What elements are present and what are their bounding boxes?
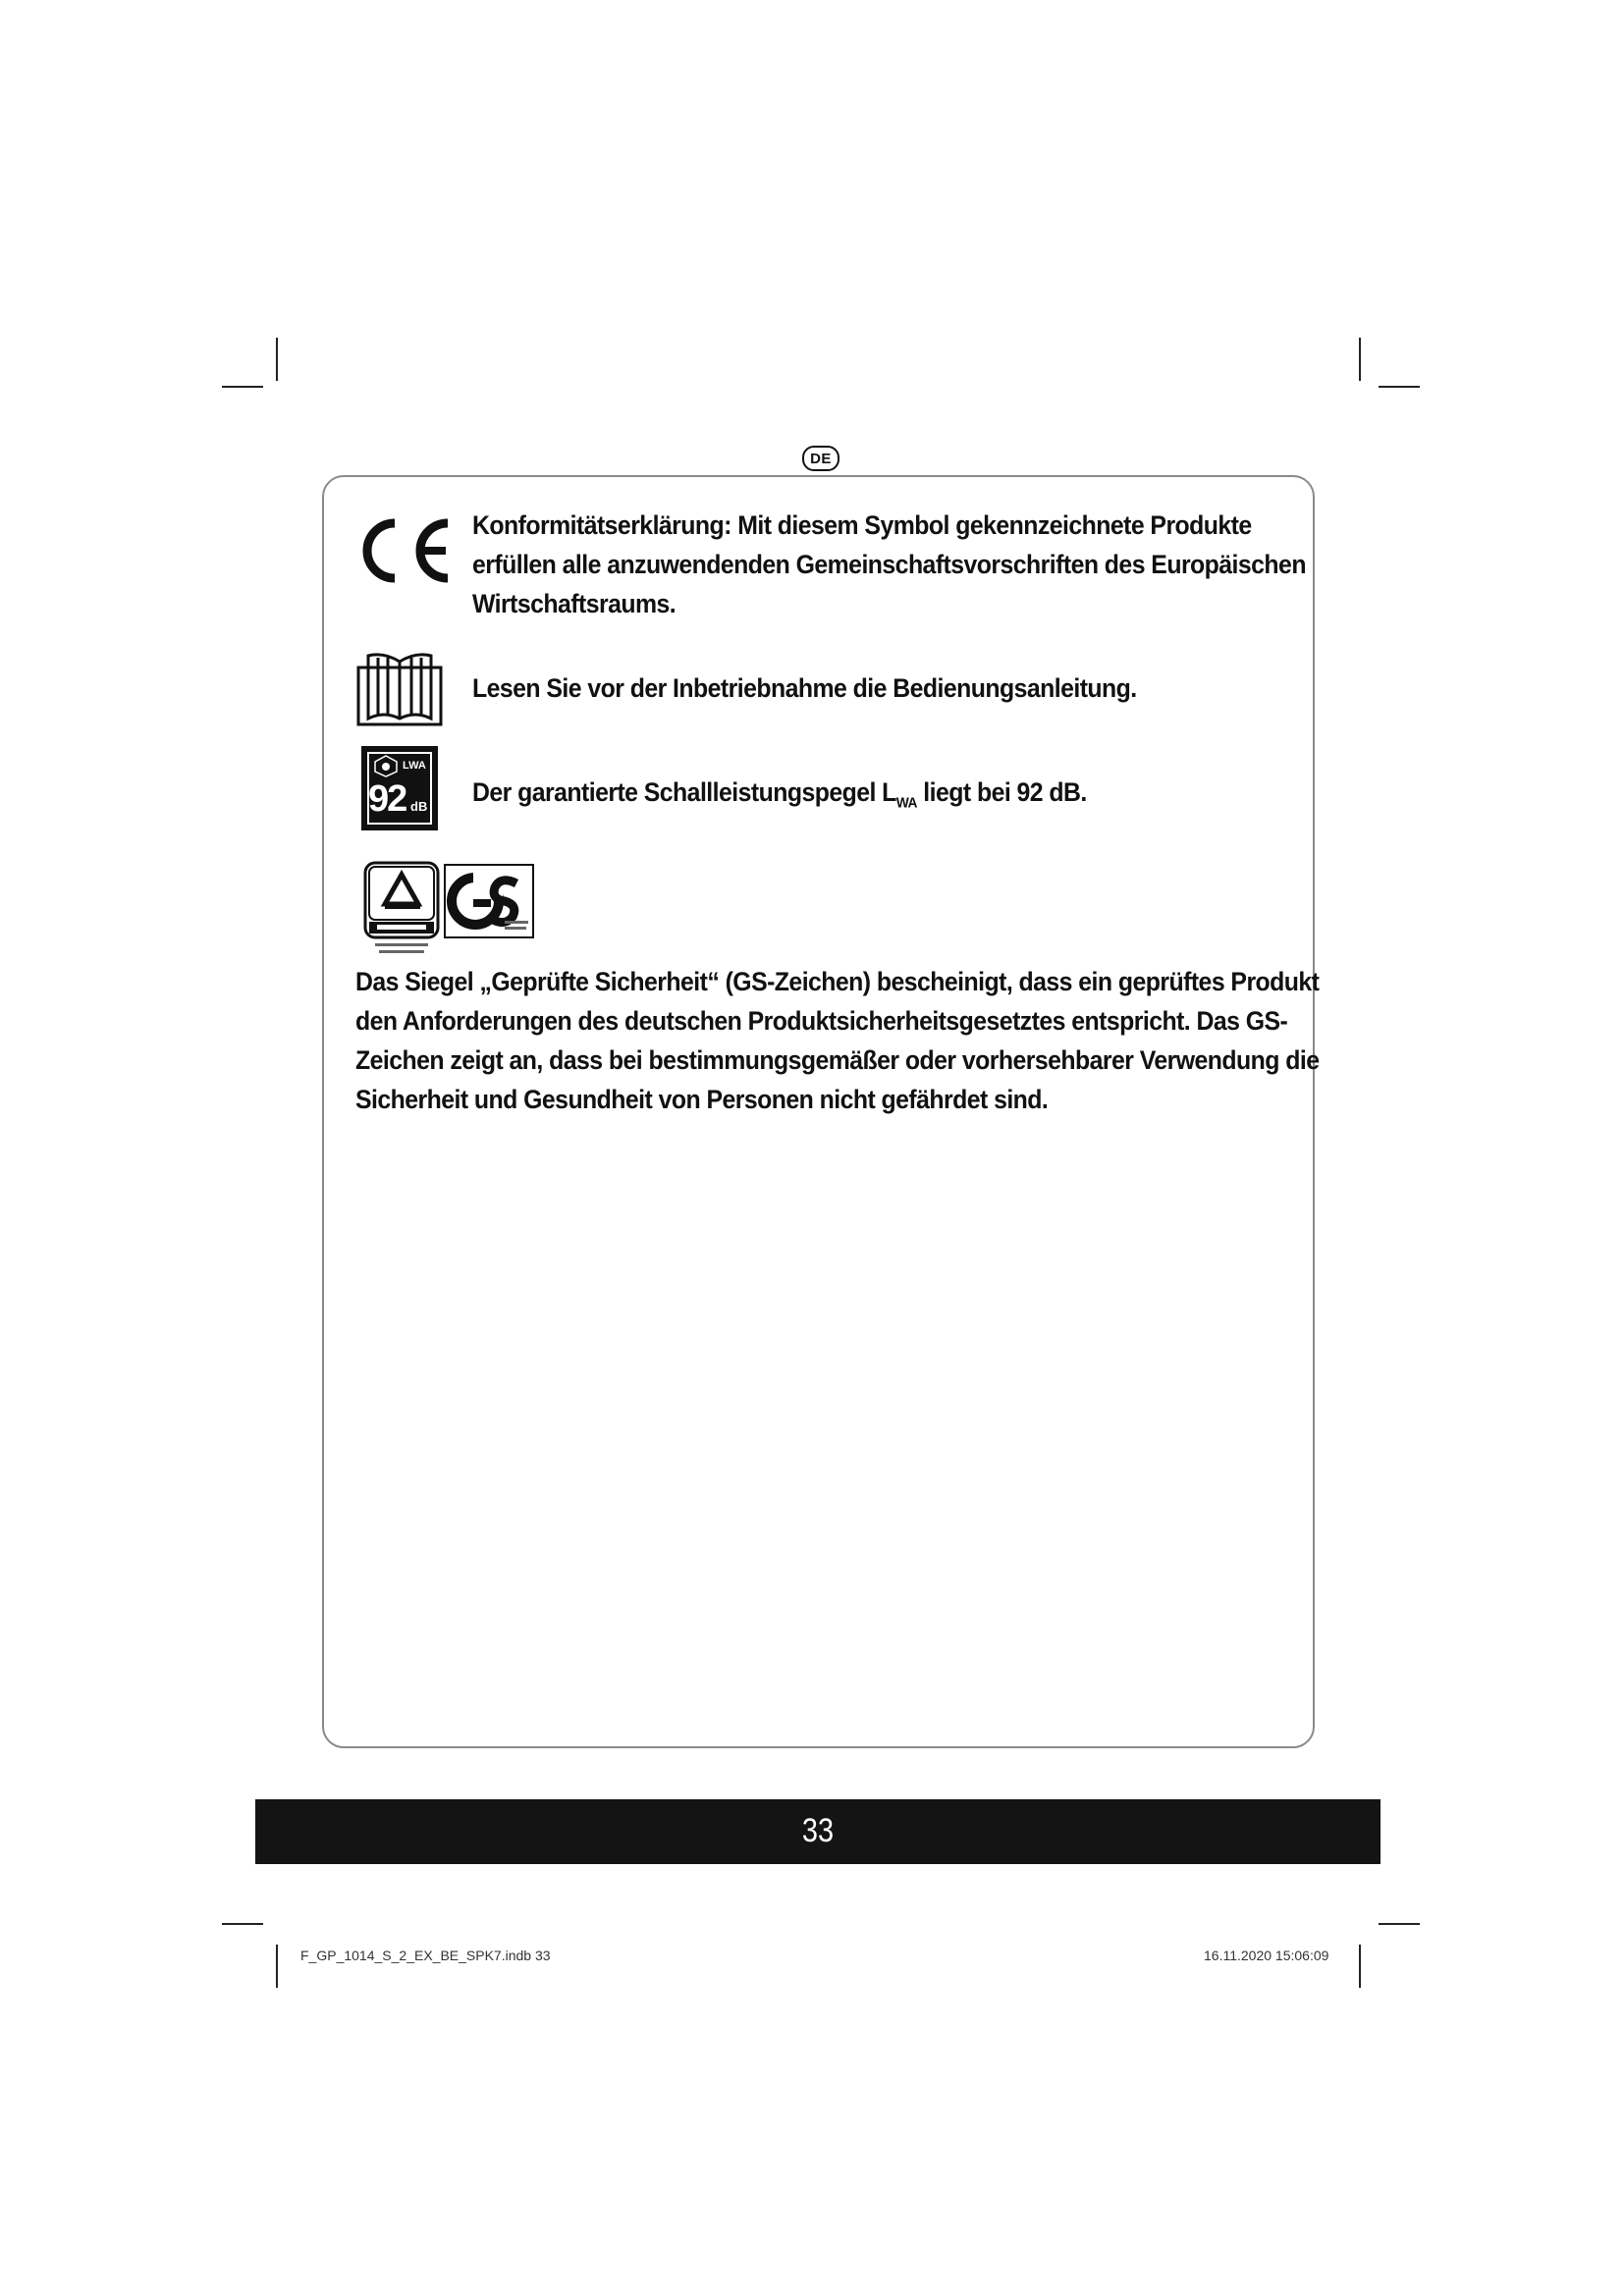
noise-icon-value: 92	[368, 778, 406, 820]
crop-mark-bottom-right-horizontal	[1379, 1923, 1420, 1925]
gs-mark-icon	[444, 864, 534, 938]
page-number: 33	[801, 1812, 835, 1849]
crop-mark-top-right-horizontal	[1379, 386, 1420, 388]
imprint-timestamp: 16.11.2020 15:06:09	[1204, 1948, 1329, 1963]
noise-icon-lwa-label: LWA	[403, 760, 426, 772]
open-book-icon	[355, 648, 444, 728]
crop-mark-bottom-left-horizontal	[222, 1923, 263, 1925]
language-badge: DE	[802, 446, 839, 471]
crop-mark-top-left-vertical	[276, 338, 278, 381]
sound-power-level-text: Der garantierte Schallleistungspegel $L_{WA}$ liegt bei 92 dB.	[472, 777, 1087, 812]
read-manual-text: Lesen Sie vor der Inbetriebnahme die Bedienungsanleitung.	[472, 673, 1137, 703]
page-footer-bar	[255, 1799, 1380, 1864]
gs-seal-paragraph: Das Siegel „Geprüfte Sicherheit“ (GS-Zeichen) bescheinigt, dass ein geprüftes Produkt den Anforderungen des deutschen Produktsicherheitsgesetztes entspricht. Das GS- Zeichen zeigt an, dass bei bestimmungsgemäßer oder vorhersehbarer Verwendung die Sicherheit und Gesundheit von Personen nicht gefährdet sind.	[355, 967, 1320, 1114]
ce-declaration-text: Konformitätserklärung: Mit diesem Symbol gekennzeichnete Produkte erfüllen alle anzuwendenden Gemeinschaftsvorschriften des Europäischen Wirtschaftsraums.	[472, 510, 1306, 618]
tuv-rheinland-certified-icon	[363, 861, 442, 959]
ce-mark-icon	[353, 515, 454, 586]
crop-mark-top-right-vertical	[1359, 338, 1361, 381]
noise-icon-unit: dB	[410, 799, 428, 814]
imprint-file: F_GP_1014_S_2_EX_BE_SPK7.indb 33	[300, 1948, 551, 1963]
crop-mark-top-left-horizontal	[222, 386, 263, 388]
crop-mark-bottom-left-vertical	[276, 1945, 278, 1988]
crop-mark-bottom-right-vertical	[1359, 1945, 1361, 1988]
sound-power-level-icon	[361, 746, 438, 830]
speaker-icon	[373, 754, 399, 777]
